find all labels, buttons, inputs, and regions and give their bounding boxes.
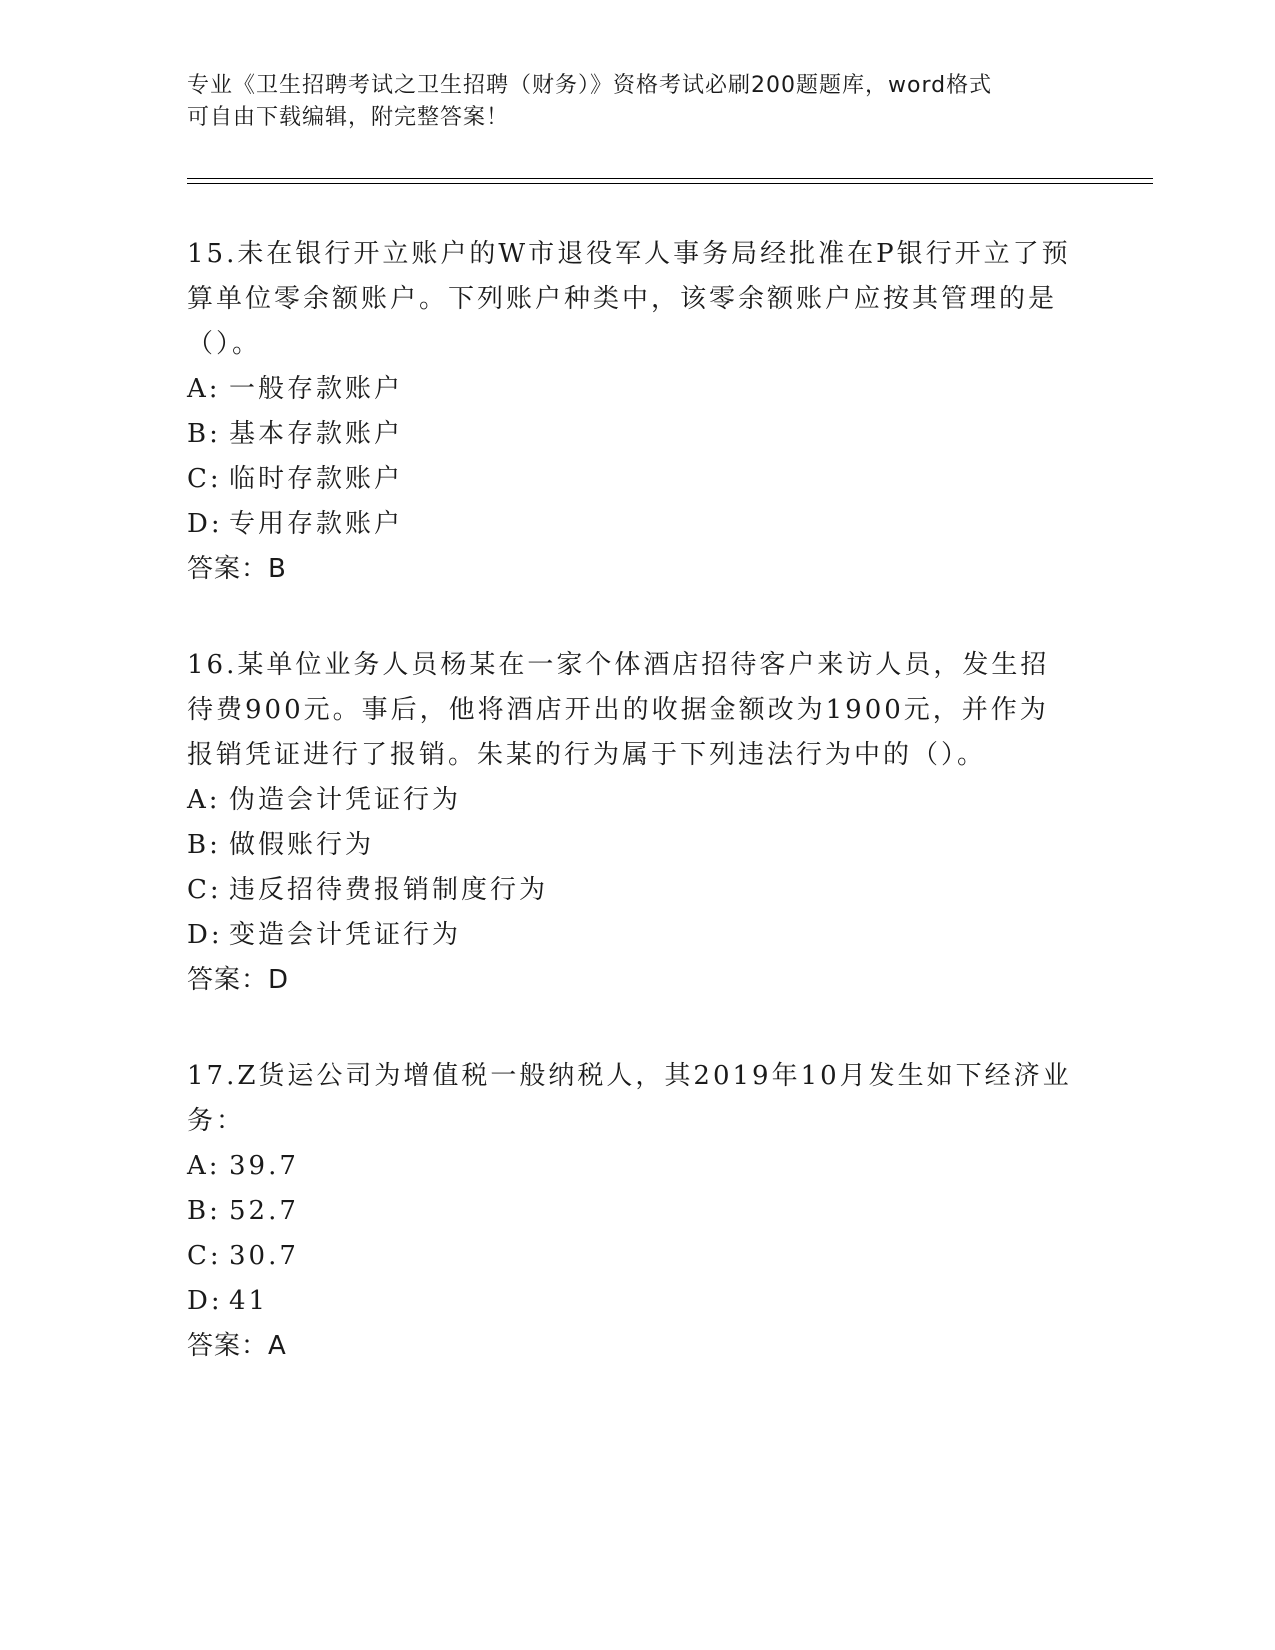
answer-label: 答案：D — [187, 965, 290, 995]
header-divider-top — [187, 178, 1153, 179]
option-text: 一般存款账户 — [229, 374, 404, 404]
option-c — [187, 457, 1077, 502]
option-text: 30.7 — [229, 1241, 299, 1271]
header-divider-bottom — [187, 183, 1153, 184]
option-text: 做假账行为 — [229, 830, 375, 860]
option-text: 违反招待费报销制度行为 — [229, 875, 549, 905]
option-text: 临时存款账户 — [229, 464, 404, 494]
answer-label: 答案：B — [187, 554, 287, 584]
option-key: D: — [187, 920, 223, 950]
question-16 — [187, 643, 1077, 1003]
option-text: 52.7 — [229, 1196, 299, 1226]
option-key: A: — [187, 1151, 221, 1181]
option-text: 专用存款账户 — [229, 509, 404, 539]
option-text: 41 — [229, 1286, 269, 1316]
header-line-2: 可自由下载编辑，附完整答案！ — [187, 105, 510, 130]
option-key: C: — [187, 1241, 222, 1271]
question-text: 17.Z货运公司为增值税一般纳税人，其2019年10月发生如下经济业务： — [187, 1061, 1072, 1136]
option-b — [187, 823, 1077, 868]
option-key: C: — [187, 875, 222, 905]
option-a — [187, 367, 1077, 412]
option-text: 伪造会计凭证行为 — [229, 785, 462, 815]
option-key: D: — [187, 509, 223, 539]
question-15 — [187, 232, 1077, 592]
option-key: D: — [187, 1286, 223, 1316]
answer-label: 答案：A — [187, 1331, 287, 1361]
option-text: 变造会计凭证行为 — [229, 920, 462, 950]
option-c — [187, 1234, 1077, 1279]
option-a — [187, 778, 1077, 823]
option-b — [187, 412, 1077, 457]
option-key: C: — [187, 464, 222, 494]
option-d — [187, 1279, 1077, 1324]
option-key: B: — [187, 1196, 221, 1226]
option-text: 基本存款账户 — [229, 419, 404, 449]
question-text: 16.某单位业务人员杨某在一家个体酒店招待客户来访人员，发生招待费900元。事后，他将酒店开出的收据金额改为1900元，并作为报销凭证进行了报销。朱某的行为属于下列违法行为中的（）。 — [187, 650, 1050, 770]
option-key: B: — [187, 419, 221, 449]
option-d — [187, 502, 1077, 547]
option-text: 39.7 — [229, 1151, 299, 1181]
question-17 — [187, 1054, 1077, 1369]
option-key: A: — [187, 374, 221, 404]
header-line-1: 专业《卫生招聘考试之卫生招聘（财务）》资格考试必刷200题题库，word格式 — [187, 73, 993, 98]
option-c — [187, 868, 1077, 913]
option-key: B: — [187, 830, 221, 860]
document-header — [187, 70, 1067, 134]
option-key: A: — [187, 785, 221, 815]
question-text: 15.未在银行开立账户的W市退役军人事务局经批准在P银行开立了预算单位零余额账户。下列账户种类中，该零余额账户应按其管理的是（）。 — [187, 239, 1071, 359]
option-b — [187, 1189, 1077, 1234]
option-a — [187, 1144, 1077, 1189]
option-d — [187, 913, 1077, 958]
